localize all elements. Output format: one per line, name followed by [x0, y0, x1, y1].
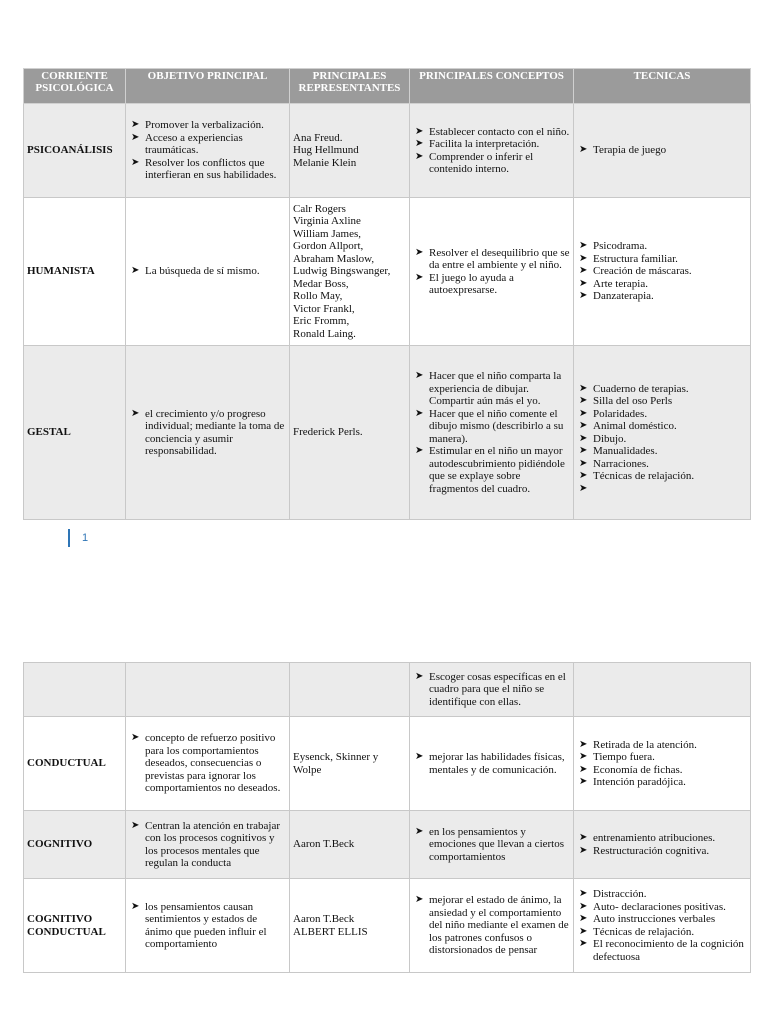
conceptos-text: Escoger cosas específicas en el cuadro para que el niño se identifique con ellas.	[429, 670, 566, 708]
conceptos-cell	[410, 346, 574, 520]
conceptos-text: Hacer que el niño comparta la experiencia de dibujar. Compartir aún más el yo.	[429, 370, 562, 407]
objetivo-text: Centran la atención en trabajar con los procesos cognitivos y los procesos mentales que regulan la conducta	[145, 819, 280, 869]
tecnicas-item	[577, 458, 747, 471]
objetivo-cell	[126, 198, 290, 346]
psychology-table-page2	[23, 662, 751, 973]
objetivo-item	[129, 132, 286, 157]
arrow-bullet-icon: ➤	[415, 894, 424, 906]
tecnicas-item	[577, 278, 747, 291]
arrow-bullet-icon: ➤	[131, 732, 140, 744]
tecnicas-item	[577, 739, 747, 752]
conceptos-item	[413, 445, 570, 495]
conceptos-item	[413, 894, 570, 957]
tecnicas-item	[577, 253, 747, 266]
arrow-bullet-icon: ➤	[415, 407, 424, 419]
tecnicas-text: Retirada de la atención.	[593, 738, 697, 751]
arrow-bullet-icon: ➤	[579, 382, 588, 394]
arrow-bullet-icon: ➤	[415, 125, 424, 137]
representante-name: Ludwig Bingswanger,	[293, 265, 391, 278]
tecnicas-item	[577, 901, 747, 914]
objetivo-text: concepto de refuerzo positivo para los comportamientos deseados, consecuencias o previstas para ignorar los comportamientos no deseados.	[145, 732, 281, 795]
row-name-cell	[24, 346, 126, 520]
representante-name: Ana Freud.	[293, 131, 343, 144]
arrow-bullet-icon: ➤	[579, 938, 588, 949]
representante-name: Eric Fromm,	[293, 315, 350, 328]
representantes-list	[293, 132, 406, 170]
conductual-conceptos-list	[413, 751, 570, 776]
table-row	[24, 717, 751, 811]
objetivo-text: el crecimiento y/o progreso individual; mediante la toma de conciencia y asumir responsabilidad.	[145, 407, 285, 457]
tecnicas-item	[577, 144, 747, 157]
cognitivo-conceptos-list	[413, 826, 570, 864]
tecnicas-text: entrenamiento atribuciones.	[593, 832, 716, 844]
corriente-name: COGNITIVO	[27, 838, 93, 851]
arrow-bullet-icon: ➤	[579, 265, 588, 277]
representante-name: Calr Rogers	[293, 202, 346, 215]
arrow-bullet-icon: ➤	[131, 900, 140, 912]
arrow-bullet-icon: ➤	[579, 738, 588, 750]
representante-name: Gordon Allport,	[293, 240, 364, 253]
tecnicas-cell	[574, 879, 751, 973]
objetivo-item	[129, 157, 286, 182]
representante-name: Virginia Axline	[293, 215, 361, 228]
objetivo-item	[129, 119, 286, 132]
arrow-bullet-icon: ➤	[579, 407, 588, 419]
tecnicas-item	[577, 420, 747, 433]
header-representantes: PRINCIPALES REPRESENTANTES	[290, 69, 410, 104]
tecnicas-item	[577, 470, 747, 483]
representante-name: Victor Frankl,	[293, 302, 355, 315]
arrow-bullet-icon: ➤	[579, 900, 588, 912]
tecnicas-text: Silla del oso Perls	[593, 395, 673, 407]
conceptos-item	[413, 247, 570, 272]
conceptos-cell	[410, 663, 574, 717]
representante-name: Medar Boss,	[293, 277, 349, 290]
arrow-bullet-icon: ➤	[131, 119, 140, 131]
tecnicas-item	[577, 395, 747, 408]
representante-name: Ronald Laing.	[293, 327, 356, 340]
objetivo-cell	[126, 717, 290, 811]
tecnicas-text: Restructuración cognitiva.	[593, 844, 710, 857]
row-name-cell	[24, 879, 126, 973]
arrow-bullet-icon: ➤	[579, 420, 588, 431]
representante-name: Aaron T.Beck	[293, 913, 355, 925]
tecnicas-cell	[574, 811, 751, 879]
tecnicas-item	[577, 408, 747, 421]
tecnicas-text: Danzaterapia.	[593, 290, 654, 303]
cognitivo-objetivo-list	[129, 820, 286, 870]
objetivo-cell	[126, 879, 290, 973]
conceptos-text: Resolver el desequilibrio que se da entre el ambiente y el niño.	[429, 246, 570, 271]
row-name-cell	[24, 198, 126, 346]
cognitivo-conductual-objetivo-list	[129, 901, 286, 951]
representantes-cell	[290, 663, 410, 717]
row-name-cell	[24, 811, 126, 879]
corriente-name: PSICOANÁLISIS	[27, 144, 113, 157]
arrow-bullet-icon: ➤	[131, 407, 140, 419]
tecnicas-item	[577, 290, 747, 303]
conceptos-item	[413, 671, 570, 709]
tecnicas-text: Distracción.	[593, 888, 647, 900]
arrow-bullet-icon: ➤	[579, 252, 588, 264]
objetivo-text: Resolver los conflictos que interfieran en sus habilidades.	[145, 156, 277, 182]
arrow-bullet-icon: ➤	[415, 271, 424, 283]
cognitivo-conductual-conceptos-list	[413, 894, 570, 957]
psicoanálisis-tecnicas-list	[577, 144, 747, 157]
tecnicas-text: Técnicas de relajación.	[593, 925, 695, 938]
humanista-conceptos-list	[413, 247, 570, 297]
arrow-bullet-icon: ➤	[579, 482, 588, 494]
arrow-bullet-icon: ➤	[579, 290, 588, 302]
cognitivo-conductual-tecnicas-list	[577, 888, 747, 963]
tecnicas-text: Dibujo.	[593, 432, 627, 445]
gestal-tecnicas-list	[577, 382, 747, 494]
row-name-cell	[24, 104, 126, 198]
representantes-cell	[290, 198, 410, 346]
tecnicas-text: Intención paradójica.	[593, 776, 686, 788]
conductual-objetivo-list	[129, 732, 286, 795]
tecnicas-text: Tiempo fuera.	[593, 751, 655, 763]
gestal-conceptos-list	[413, 370, 570, 495]
corriente-name: HUMANISTA	[27, 265, 95, 278]
tecnicas-text: Polaridades.	[593, 407, 648, 420]
conceptos-item	[413, 151, 570, 176]
arrow-bullet-icon: ➤	[579, 395, 588, 406]
tecnicas-cell	[574, 717, 751, 811]
corriente-name: CONDUCTUAL	[27, 757, 106, 770]
tecnicas-cell	[574, 198, 751, 346]
conceptos-item	[413, 408, 570, 446]
conceptos-cell	[410, 879, 574, 973]
corriente-name: COGNITIVO CONDUCTUAL	[27, 913, 106, 938]
tecnicas-text: Animal doméstico.	[593, 420, 677, 432]
table-row	[24, 879, 751, 973]
tecnicas-item	[577, 751, 747, 764]
tecnicas-text: Narraciones.	[593, 457, 649, 470]
psychology-table-page1	[23, 68, 751, 520]
conceptos-text: mejorar el estado de ánimo, la ansiedad y el comportamiento del niño mediante el examen de los patrones confusos o distorsionados de pensar	[429, 894, 569, 957]
conceptos-text: en los pensamientos y emociones que llevan a ciertos comportamientos	[429, 825, 565, 863]
representante-name: Rollo May,	[293, 290, 343, 303]
table-row	[24, 104, 751, 198]
arrow-bullet-icon: ➤	[579, 763, 588, 775]
arrow-bullet-icon: ➤	[579, 277, 588, 289]
tecnicas-text: Auto instrucciones verbales	[593, 913, 716, 925]
conceptos-text: Establecer contacto con el niño.	[429, 125, 570, 138]
objetivo-text: Promover la verbalización.	[145, 119, 264, 132]
conceptos-item	[413, 272, 570, 297]
objetivo-item	[129, 265, 286, 278]
representantes-list	[293, 751, 406, 776]
arrow-bullet-icon: ➤	[131, 819, 140, 831]
arrow-bullet-icon: ➤	[579, 925, 588, 937]
objetivo-cell	[126, 663, 290, 717]
psicoanálisis-conceptos-list	[413, 126, 570, 176]
arrow-bullet-icon: ➤	[415, 370, 424, 381]
representantes-list	[293, 913, 406, 938]
representante-name: Abraham Maslow,	[293, 252, 375, 265]
arrow-bullet-icon: ➤	[579, 144, 588, 156]
representante-name: Hug Hellmund	[293, 144, 359, 157]
header-tecnicas: TECNICAS	[574, 69, 751, 104]
tecnicas-item	[577, 832, 747, 845]
arrow-bullet-icon: ➤	[579, 913, 588, 924]
arrow-bullet-icon: ➤	[579, 240, 588, 252]
objetivo-cell	[126, 346, 290, 520]
representante-name: Frederick Perls.	[293, 426, 363, 439]
conductual-tecnicas-list	[577, 739, 747, 789]
conceptos-text: Hacer que el niño comente el dibujo mismo (describirlo a su manera).	[429, 407, 564, 445]
arrow-bullet-icon: ➤	[579, 888, 588, 899]
table-row	[24, 811, 751, 879]
representante-name: ALBERT ELLIS	[293, 925, 368, 938]
conceptos-item	[413, 826, 570, 864]
arrow-bullet-icon: ➤	[579, 445, 588, 456]
objetivo-text: La búsqueda de sí mismo.	[145, 265, 260, 278]
tecnicas-text: Economía de fichas.	[593, 763, 683, 776]
continuation-conceptos-list	[413, 671, 570, 709]
objetivo-text: Acceso a experiencias traumáticas.	[145, 131, 243, 157]
representantes-cell	[290, 811, 410, 879]
arrow-bullet-icon: ➤	[131, 265, 140, 277]
arrow-bullet-icon: ➤	[579, 832, 588, 843]
arrow-bullet-icon: ➤	[131, 156, 140, 168]
conceptos-item	[413, 126, 570, 139]
tecnicas-item	[577, 776, 747, 789]
tecnicas-cell	[574, 663, 751, 717]
conceptos-item	[413, 751, 570, 776]
tecnicas-text: Manualidades.	[593, 445, 658, 457]
table-row	[24, 346, 751, 520]
objetivo-item	[129, 732, 286, 795]
tecnicas-text: Cuaderno de terapias.	[593, 382, 689, 395]
tecnicas-item	[577, 764, 747, 777]
conceptos-text: Estimular en el niño un mayor autodescubrimiento pidiéndole que se explaye sobre fragmentos del cuadro.	[429, 445, 565, 495]
representantes-list	[293, 426, 406, 439]
arrow-bullet-icon: ➤	[415, 670, 424, 682]
header-conceptos: PRINCIPALES CONCEPTOS	[410, 69, 574, 104]
tecnicas-text: Auto- declaraciones positivas.	[593, 900, 726, 913]
table-row	[24, 198, 751, 346]
representantes-cell	[290, 879, 410, 973]
conceptos-item	[413, 138, 570, 151]
tecnicas-text: Arte terapia.	[593, 277, 648, 290]
conceptos-text: Comprender o inferir el contenido interno.	[429, 150, 534, 175]
tecnicas-text: Técnicas de relajación.	[593, 470, 695, 482]
humanista-tecnicas-list	[577, 240, 747, 303]
tecnicas-item	[577, 383, 747, 396]
tecnicas-item	[577, 888, 747, 901]
representantes-cell	[290, 717, 410, 811]
tecnicas-item	[577, 240, 747, 253]
tecnicas-item	[577, 845, 747, 858]
tecnicas-item	[577, 913, 747, 926]
table-row	[24, 663, 751, 717]
tecnicas-cell	[574, 104, 751, 198]
tecnicas-text: Creación de máscaras.	[593, 265, 692, 278]
tecnicas-item	[577, 938, 747, 963]
arrow-bullet-icon: ➤	[579, 776, 588, 787]
tecnicas-text: Terapia de juego	[593, 144, 667, 157]
arrow-bullet-icon: ➤	[415, 246, 424, 258]
tecnicas-text: Estructura familiar.	[593, 252, 678, 265]
representantes-cell	[290, 104, 410, 198]
tecnicas-text: El reconocimiento de la cognición defectuosa	[593, 938, 744, 963]
arrow-bullet-icon: ➤	[131, 131, 140, 143]
representantes-list	[293, 203, 406, 341]
corriente-name: GESTAL	[27, 426, 71, 439]
conceptos-item	[413, 370, 570, 408]
representante-name: Aaron T.Beck	[293, 838, 355, 851]
cognitivo-tecnicas-list	[577, 832, 747, 857]
conceptos-cell	[410, 717, 574, 811]
row-name-cell	[24, 717, 126, 811]
conceptos-text: El juego lo ayuda a autoexpresarse.	[429, 271, 514, 296]
arrow-bullet-icon: ➤	[415, 825, 424, 837]
psicoanálisis-objetivo-list	[129, 119, 286, 182]
representante-name: William James,	[293, 227, 361, 240]
page-number: 1	[68, 529, 88, 547]
representante-name: Eysenck, Skinner y Wolpe	[293, 751, 379, 776]
arrow-bullet-icon: ➤	[579, 432, 588, 444]
arrow-bullet-icon: ➤	[579, 470, 588, 481]
conceptos-cell	[410, 198, 574, 346]
tecnicas-cell	[574, 346, 751, 520]
representantes-list	[293, 838, 406, 851]
conceptos-cell	[410, 104, 574, 198]
tecnicas-item	[577, 265, 747, 278]
row-name-cell	[24, 663, 126, 717]
objetivo-cell	[126, 104, 290, 198]
objetivo-cell	[126, 811, 290, 879]
arrow-bullet-icon: ➤	[579, 751, 588, 762]
arrow-bullet-icon: ➤	[415, 138, 424, 149]
tecnicas-text: Psicodrama.	[593, 240, 648, 253]
objetivo-item	[129, 901, 286, 951]
header-objetivo: OBJETIVO PRINCIPAL	[126, 69, 290, 104]
table-header-row	[24, 69, 751, 104]
humanista-objetivo-list	[129, 265, 286, 278]
gestal-objetivo-list	[129, 408, 286, 458]
objetivo-item	[129, 408, 286, 458]
objetivo-item	[129, 820, 286, 870]
conceptos-text: mejorar las habilidades físicas, mentales y de comunicación.	[429, 751, 565, 776]
arrow-bullet-icon: ➤	[415, 751, 424, 762]
objetivo-text: los pensamientos causan sentimientos y estados de ánimo que pueden influir el comportamiento	[145, 900, 267, 950]
conceptos-text: Facilita la interpretación.	[429, 138, 540, 150]
arrow-bullet-icon: ➤	[579, 457, 588, 469]
tecnicas-item	[577, 445, 747, 458]
representantes-cell	[290, 346, 410, 520]
header-corriente: CORRIENTE PSICOLÓGICA	[24, 69, 126, 104]
representante-name: Melanie Klein	[293, 156, 357, 169]
arrow-bullet-icon: ➤	[579, 844, 588, 856]
tecnicas-item	[577, 926, 747, 939]
tecnicas-item	[577, 433, 747, 446]
arrow-bullet-icon: ➤	[415, 445, 424, 456]
arrow-bullet-icon: ➤	[415, 150, 424, 162]
conceptos-cell	[410, 811, 574, 879]
